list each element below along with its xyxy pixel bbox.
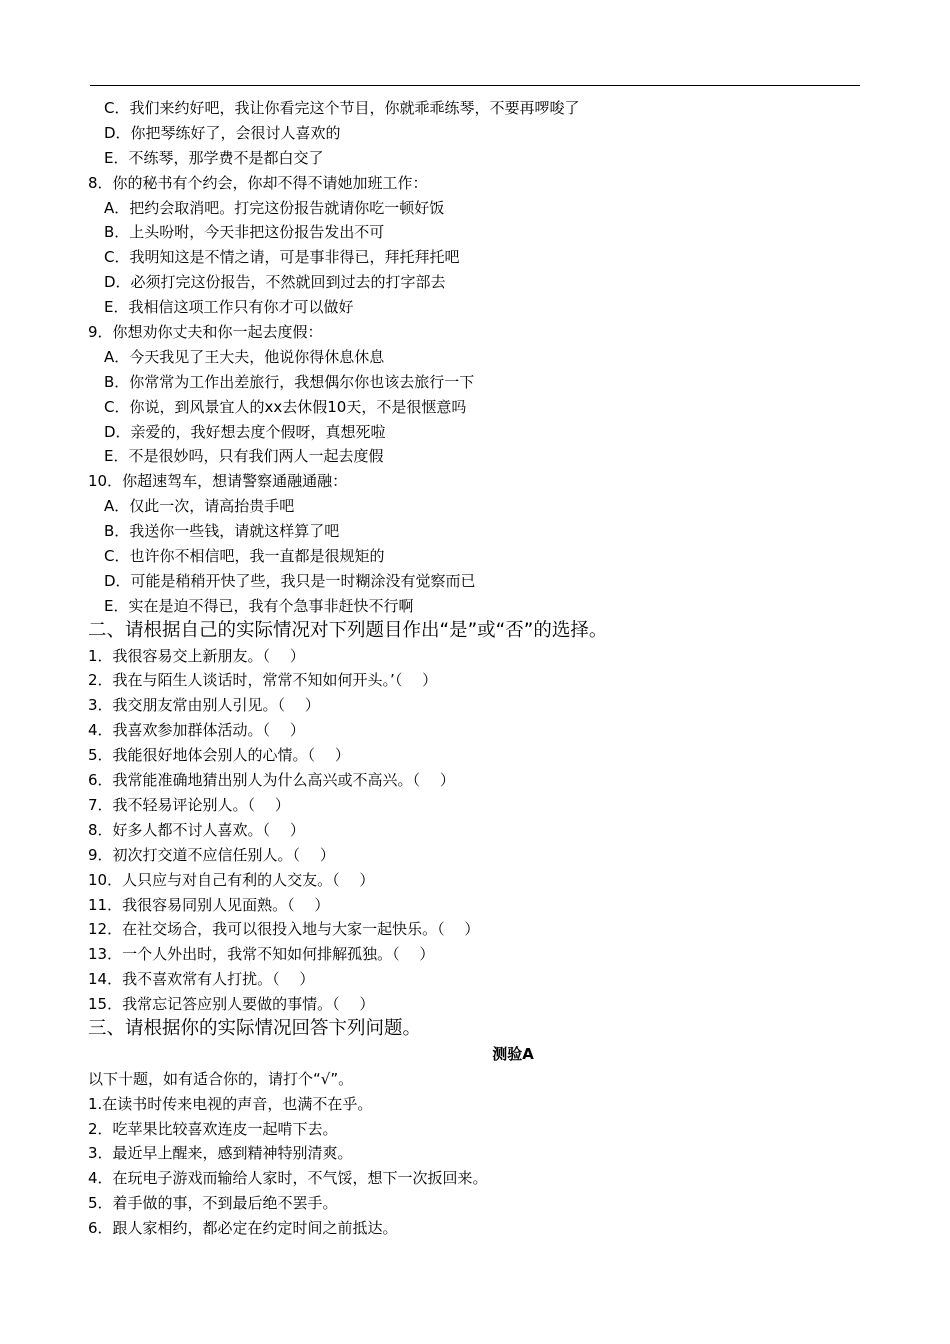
- list-item: 4．在玩电子游戏而输给人家时，不气馁，想下一次扳回来。: [88, 1169, 488, 1188]
- list-item: 2．吃苹果比较喜欢连皮一起啃下去。: [88, 1119, 338, 1138]
- list-item: 7．我不轻易评论别人。（ ）: [88, 795, 290, 814]
- list-item: 11．我很容易同别人见面熟。（ ）: [88, 895, 330, 914]
- option-line: A．把约会取消吧。打完这份报告就请你吃一顿好饭: [104, 198, 445, 217]
- option-line: A．今天我见了王大夫，他说你得休息休息: [104, 347, 385, 366]
- list-item: 6．跟人家相约，都必定在约定时间之前抵达。: [88, 1219, 398, 1238]
- option-line: C．我们来约好吧，我让你看完这个节目，你就乖乖练琴，不要再啰唆了: [104, 99, 580, 117]
- section-3-intro: 以下十题，如有适合你的，请打个“√”。: [88, 1069, 354, 1088]
- list-item: 2．我在与陌生人谈话时，常常不知如何开头。’（ ）: [88, 671, 438, 690]
- section-2-heading: 二、请根据自己的实际情况对下列题目作出“是”或“否”的选择。: [88, 619, 608, 641]
- section-3-subtitle: 测验A: [492, 1044, 534, 1063]
- section-3-heading: 三、请根据你的实际情况回答卞列问题。: [88, 1017, 422, 1039]
- option-line: C．你说，到风景宜人的xx去休假10天，不是很惬意吗: [104, 397, 467, 416]
- option-line: E．不是很妙吗，只有我们两人一起去度假: [104, 447, 384, 466]
- option-line: C．也许你不相信吧，我一直都是很规矩的: [104, 547, 385, 566]
- list-item: 14．我不喜欢常有人打扰。（ ）: [88, 970, 315, 989]
- list-item: 1.在读书时传来电视的声音，也满不在乎。: [88, 1094, 373, 1113]
- list-item: 6．我常能准确地猜出别人为什么高兴或不高兴。（ ）: [88, 771, 455, 790]
- list-item: 4．我喜欢参加群体活动。（ ）: [88, 721, 305, 740]
- option-line: D．可能是稍稍开快了些，我只是一时糊涂没有觉察而已: [104, 571, 476, 590]
- option-line: E．我相信这项工作只有你才可以做好: [104, 298, 354, 317]
- option-line: D．必须打完这份报告，不然就回到过去的打字部去: [104, 273, 446, 292]
- question-8: 8．你的秘书有个约会，你却不得不请她加班工作：: [88, 173, 428, 192]
- option-line: B．上头吩咐，今天非把这份报告发出不可: [104, 223, 385, 242]
- option-line: E．不练琴，那学费不是都白交了: [104, 148, 324, 167]
- option-line: B．你常常为工作出差旅行，我想偶尔你也该去旅行一下: [104, 372, 475, 391]
- list-item: 5．着手做的事，不到最后绝不罢手。: [88, 1194, 338, 1213]
- list-item: 5．我能很好地体会别人的心情。（ ）: [88, 746, 350, 765]
- option-line: A．仅此一次，请高抬贵手吧: [104, 497, 295, 516]
- document-body: [88, 96, 878, 1241]
- option-line: B．我送你一些钱，请就这样算了吧: [104, 522, 340, 541]
- list-item: 1．我很容易交上新朋友。（ ）: [88, 646, 305, 665]
- option-line: D．你把琴练好了，会很讨人喜欢的: [104, 123, 341, 142]
- list-item: 3．最近早上醒来，感到精神特别清爽。: [88, 1144, 353, 1163]
- option-line: C．我明知这是不情之请，可是事非得已，拜托拜托吧: [104, 248, 460, 267]
- list-item: 3．我交朋友常由别人引见。（ ）: [88, 696, 320, 715]
- list-item: 8．好多人都不讨人喜欢。（ ）: [88, 820, 305, 839]
- question-9: 9．你想劝你丈夫和你一起去度假：: [88, 323, 323, 342]
- option-line: D．亲爱的，我好想去度个假呀，真想死啦: [104, 422, 386, 441]
- header-rule: [90, 85, 860, 86]
- option-line: E．实在是迫不得已，我有个急事非赶快不行啊: [104, 596, 414, 615]
- list-item: 12．在社交场合，我可以很投入地与大家一起快乐。（ ）: [88, 920, 480, 939]
- question-10: 10．你超速驾车，想请警察通融通融：: [88, 472, 348, 491]
- list-item: 13．一个人外出时，我常不知如何排解孤独。（ ）: [88, 945, 435, 964]
- list-item: 10．人只应与对自己有利的人交友。（ ）: [88, 870, 375, 889]
- list-item: 15．我常忘记答应别人要做的事情。（ ）: [88, 995, 375, 1014]
- list-item: 9．初次打交道不应信任别人。（ ）: [88, 845, 335, 864]
